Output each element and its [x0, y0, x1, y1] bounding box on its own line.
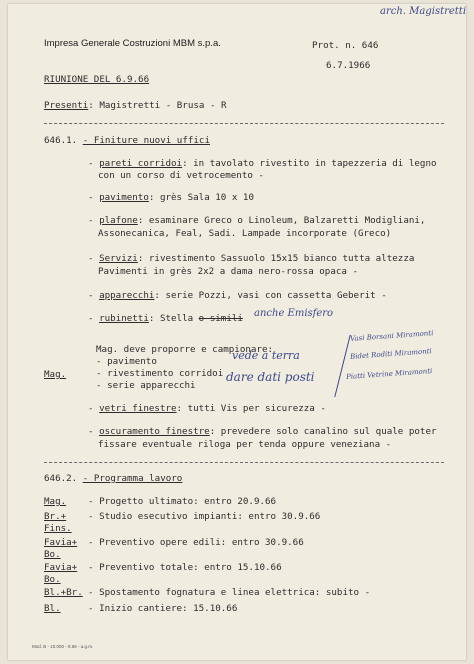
mag-item-pavimento: - pavimento — [96, 356, 157, 367]
program-who: Favia+ — [44, 562, 78, 573]
protocol-number: Prot. n. 646 — [312, 40, 379, 51]
item-pavimento: - pavimento: grès Sala 10 x 10 — [88, 192, 254, 203]
program-what: - Progetto ultimato: entro 20.9.66 — [88, 496, 277, 507]
program-who: Favia+ — [44, 537, 78, 548]
item-servizi: - Servizi: rivestimento Sassuolo 15x15 bianco tutta altezza — [88, 253, 415, 264]
mag-intro: Mag. deve proporre e campionare: — [96, 344, 274, 355]
item-rubinetti: - rubinetti: Stella o simili — [88, 313, 243, 324]
handwritten-side-note-2: Bidet Roditi Miramonti — [349, 347, 433, 361]
program-what: - Spostamento fognatura e linea elettrica: subito - — [88, 587, 371, 598]
item-plafone-line2: Assonecanica, Feal, Sadi. Lampade incorporate (Greco) — [98, 228, 392, 239]
item-plafone: - plafone: esaminare Greco o Linoleum, Balzaretti Modigliani, — [88, 215, 426, 226]
program-who: Bo. — [44, 549, 61, 560]
handwritten-side-note-3: Piatti Vetrine Miramonti — [345, 366, 433, 382]
program-who: Bl.+Br. — [44, 587, 83, 598]
handwritten-side-note-1: Vasi Borsani Miramonti — [349, 329, 434, 343]
form-footer: Mod. B - 10.000 - 8.65 - a.g.m. — [32, 644, 94, 649]
program-who: Bo. — [44, 574, 61, 585]
section-heading-646-1: 646.1. - Finiture nuovi uffici — [44, 135, 210, 146]
program-what: - Preventivo totale: entro 15.10.66 — [88, 562, 282, 573]
mag-item-rivestimento: - rivestimento corridoi — [96, 368, 224, 379]
program-what: - Studio esecutivo impianti: entro 30.9.66 — [88, 511, 321, 522]
mag-label: Mag. — [44, 369, 67, 380]
attendees: Presenti: Magistretti - Brusa - R — [44, 100, 227, 111]
item-servizi-line2: Pavimenti in grès 2x2 a dama nero-rossa opaca - — [98, 266, 358, 277]
program-who: Mag. — [44, 496, 67, 507]
program-who: Bl. — [44, 603, 61, 614]
document-page — [8, 4, 466, 660]
handwritten-rubinetti: anche Emisfero — [254, 308, 334, 319]
item-oscuramento-line2: fissare eventuale riloga per tenda oppure veneziana - — [98, 439, 392, 450]
handwritten-vede-a-terra: vede a terra — [232, 349, 300, 362]
program-what: - Preventivo opere edili: entro 30.9.66 — [88, 537, 304, 548]
program-what: - Inizio cantiere: 15.10.66 — [88, 603, 238, 614]
handwritten-dare-dati: dare dati posti — [226, 370, 315, 384]
section-heading-646-2: 646.2. - Programma lavoro — [44, 473, 183, 484]
divider — [44, 462, 444, 463]
divider — [44, 123, 444, 124]
item-apparecchi: - apparecchi: serie Pozzi, vasi con cassetta Geberit - — [88, 290, 387, 301]
handwritten-bracket — [334, 335, 350, 397]
item-pareti: - pareti corridoi: in tavolato rivestito in tapezzeria di legno — [88, 158, 437, 169]
company-name: Impresa Generale Costruzioni MBM s.p.a. — [44, 38, 221, 49]
program-who: Br.+ — [44, 511, 67, 522]
meeting-title: RIUNIONE DEL 6.9.66 — [44, 74, 150, 85]
mag-item-apparecchi: - serie apparecchi — [96, 380, 196, 391]
document-date: 6.7.1966 — [326, 60, 371, 71]
item-oscuramento: - oscuramento finestre: prevedere solo canalino sul quale poter — [88, 426, 437, 437]
item-vetri: - vetri finestre: tutti Vis per sicurezza - — [88, 403, 326, 414]
item-pareti-line2: con un corso di vetrocemento - — [98, 170, 264, 181]
program-who: Fins. — [44, 523, 72, 534]
handwritten-note-top: arch. Magistretti — [380, 6, 467, 17]
